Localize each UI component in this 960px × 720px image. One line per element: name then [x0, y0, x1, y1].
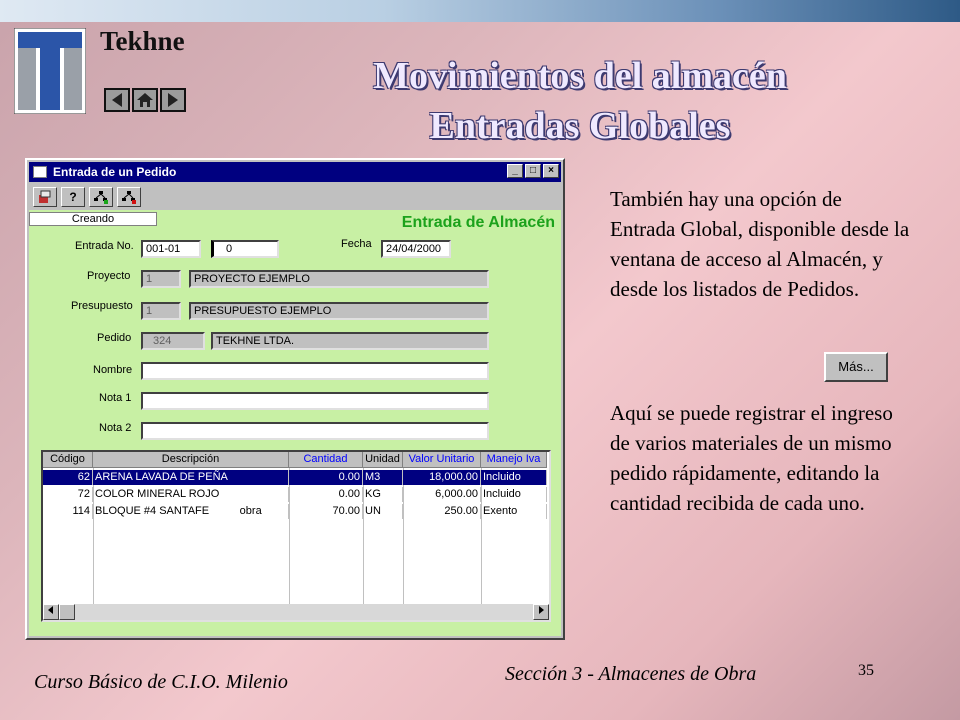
fecha-field[interactable]: 24/04/2000 — [381, 240, 451, 258]
entrada-no-prefix-field[interactable]: 001-01 — [141, 240, 201, 258]
nombre-field[interactable] — [141, 362, 489, 380]
cell-unidad: UN — [363, 504, 403, 519]
previous-button[interactable] — [104, 88, 130, 112]
proyecto-label: Proyecto — [87, 270, 131, 282]
minimize-button[interactable]: _ — [507, 164, 523, 178]
arrow-left-icon — [109, 92, 125, 108]
col-codigo[interactable]: Código — [43, 452, 93, 468]
cell-manejo-iva: Exento — [481, 504, 547, 519]
description-text-1: También hay una opción de Entrada Global, disponible desde la ventana de acceso al Almacén, y desde los listados de Pedidos. — [610, 187, 910, 301]
cell-codigo: 72 — [43, 487, 93, 502]
status-indicator: Creando — [29, 212, 157, 226]
cell-manejo-iva: Incluido — [481, 470, 547, 485]
presupuesto-label: Presupuesto — [71, 300, 133, 312]
arrow-right-icon — [165, 92, 181, 108]
remove-rows-button[interactable] — [117, 187, 141, 207]
slide-title: Movimientos del almacén — [373, 55, 787, 97]
top-gradient-bar — [0, 0, 960, 22]
add-rows-button[interactable] — [89, 187, 113, 207]
presupuesto-id-field: 1 — [141, 302, 181, 320]
col-descripcion[interactable]: Descripción — [93, 452, 289, 468]
entrada-pedido-window — [25, 158, 565, 640]
maximize-button[interactable]: □ — [525, 164, 541, 178]
home-button[interactable] — [132, 88, 158, 112]
cell-unidad: M3 — [363, 470, 403, 485]
slide-navigation — [104, 88, 186, 112]
cell-codigo: 62 — [43, 470, 93, 485]
cell-manejo-iva: Incluido — [481, 487, 547, 502]
scroll-right-icon — [537, 606, 545, 614]
tree-add-icon — [93, 190, 109, 204]
nota2-field[interactable] — [141, 422, 489, 440]
cell-valor-unitario: 18,000.00 — [403, 470, 481, 485]
cell-cantidad[interactable]: 0.00 — [289, 470, 363, 485]
cell-descripcion: ARENA LAVADA DE PEÑA — [93, 470, 289, 485]
scroll-left-icon — [47, 606, 55, 614]
table-row[interactable] — [43, 504, 547, 519]
scroll-left-button[interactable] — [43, 604, 59, 620]
presupuesto-name-field: PRESUPUESTO EJEMPLO — [189, 302, 489, 320]
home-icon — [136, 91, 154, 109]
cell-codigo: 114 — [43, 504, 93, 519]
window-titlebar — [29, 162, 561, 182]
scroll-thumb[interactable] — [59, 604, 75, 620]
next-button[interactable] — [160, 88, 186, 112]
cell-cantidad[interactable]: 70.00 — [289, 504, 363, 519]
cell-descripcion: BLOQUE #4 SANTAFE obra — [93, 504, 289, 519]
help-button[interactable]: ? — [61, 187, 85, 207]
footer-course: Curso Básico de C.I.O. Milenio — [34, 671, 288, 693]
fecha-label: Fecha — [341, 238, 372, 250]
nota1-label: Nota 1 — [99, 392, 132, 404]
exit-button[interactable] — [33, 187, 57, 207]
mas-button[interactable]: Más... — [824, 352, 888, 382]
proyecto-id-field: 1 — [141, 270, 181, 288]
nota2-label: Nota 2 — [99, 422, 132, 434]
cell-valor-unitario: 6,000.00 — [403, 487, 481, 502]
grid-header — [43, 452, 547, 468]
cell-unidad: KG — [363, 487, 403, 502]
tekhne-logo — [14, 28, 86, 114]
close-button[interactable]: × — [543, 164, 559, 178]
window-icon — [33, 166, 47, 178]
form-area — [29, 210, 561, 636]
brand-name: Tekhne — [100, 26, 185, 56]
window-toolbar — [29, 184, 561, 210]
entrada-no-number-field[interactable]: 0 — [211, 240, 279, 258]
horizontal-scrollbar[interactable] — [43, 604, 549, 620]
col-cantidad[interactable]: Cantidad — [289, 452, 363, 468]
table-row[interactable] — [43, 487, 547, 502]
cell-valor-unitario: 250.00 — [403, 504, 481, 519]
table-row[interactable] — [43, 470, 547, 485]
proyecto-name-field: PROYECTO EJEMPLO — [189, 270, 489, 288]
cell-cantidad[interactable]: 0.00 — [289, 487, 363, 502]
col-valor-unitario[interactable]: Valor Unitario — [403, 452, 481, 468]
tree-remove-icon — [121, 190, 137, 204]
scroll-right-button[interactable] — [533, 604, 549, 620]
pedido-label: Pedido — [97, 332, 132, 344]
pedido-name-field: TEKHNE LTDA. — [211, 332, 489, 350]
pedido-id-field: 324 — [141, 332, 205, 350]
nombre-label: Nombre — [93, 364, 133, 376]
page-number: 35 — [858, 662, 874, 679]
col-unidad[interactable]: Unidad — [363, 452, 403, 468]
entrada-no-label: Entrada No. — [75, 240, 134, 252]
window-title: Entrada de un Pedido — [53, 165, 177, 179]
cell-descripcion: COLOR MINERAL ROJO — [93, 487, 289, 502]
nota1-field[interactable] — [141, 392, 489, 410]
footer-section: Sección 3 - Almacenes de Obra — [505, 663, 757, 685]
slide-subtitle: Entradas Globales — [429, 105, 731, 147]
col-manejo-iva[interactable]: Manejo Iva — [481, 452, 547, 468]
exit-door-icon — [38, 190, 52, 204]
materials-grid[interactable] — [41, 450, 551, 622]
description-text-2: Aquí se puede registrar el ingreso de varios materiales de un mismo pedido rápidamente, editando la cantidad recibida de cada uno. — [610, 401, 893, 515]
form-title: Entrada de Almacén — [401, 214, 555, 231]
